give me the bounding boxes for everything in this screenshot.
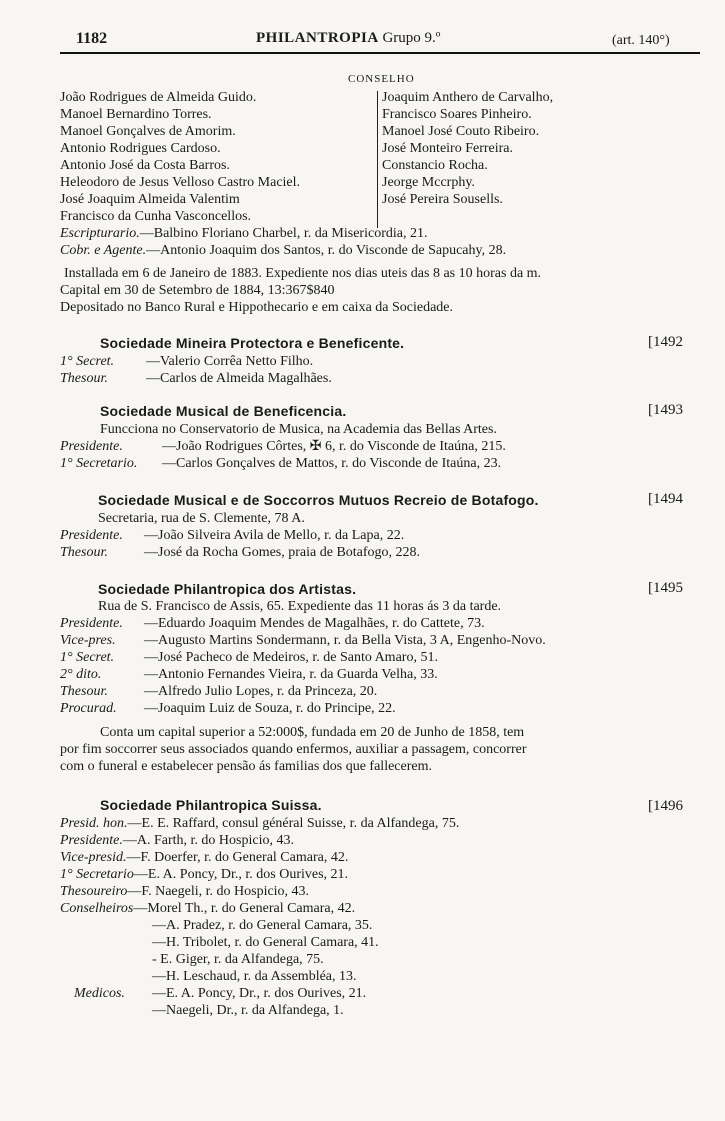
section-number: [1496: [648, 798, 683, 814]
officer-role: Thesour.: [60, 545, 108, 560]
conselho-left-member: João Rodrigues de Almeida Guido.: [60, 90, 257, 105]
officer-text: —Carlos de Almeida Magalhães.: [146, 371, 332, 386]
conselho-note: Installada em 6 de Janeiro de 1883. Expediente nos dias uteis das 8 as 10 horas da m.: [64, 266, 542, 281]
officer-text: —José Pacheco de Medeiros, r. de Santo Amaro, 51.: [144, 650, 438, 665]
medicos-row: [74, 985, 366, 1002]
conselho-right-member: José Monteiro Ferreira.: [382, 141, 514, 156]
officer-role: Presid. hon.: [60, 816, 128, 831]
officer-role: Thesour.: [60, 371, 108, 386]
officer-role: 1° Secret.: [60, 354, 115, 369]
officer-text: —Antonio Fernandes Vieira, r. da Guarda Velha, 33.: [144, 667, 438, 682]
cobr-label: Cobr. e Agente.: [60, 243, 147, 258]
article-ref: (art. 140°): [612, 33, 670, 48]
running-group: Grupo 9.º: [382, 30, 441, 46]
medicos-row: —Naegeli, Dr., r. da Alfandega, 1.: [152, 1003, 344, 1018]
cobr-line: [60, 242, 506, 259]
officer-text: —Augusto Martins Sondermann, r. da Bella Vista, 3 A, Engenho-Novo.: [144, 633, 546, 648]
section-number: [1492: [648, 334, 683, 350]
officer-row: [60, 615, 485, 632]
officer-row: [60, 815, 459, 832]
section-paragraph: por fim soccorrer seus associados quando enfermos, auxiliar a passagem, concorrer: [60, 742, 527, 757]
conselho-left-member: Antonio José da Costa Barros.: [60, 158, 230, 173]
conselho-left-member: Antonio Rodrigues Cardoso.: [60, 141, 221, 156]
officer-text: —José da Rocha Gomes, praia de Botafogo, 228.: [144, 545, 421, 560]
officer-row: [60, 544, 420, 561]
conselho-right-member: Francisco Soares Pinheiro.: [382, 107, 532, 122]
conselho-left-member: Manoel Bernardino Torres.: [60, 107, 212, 122]
medicos-label: Medicos.: [74, 986, 125, 1001]
section-number: [1495: [648, 580, 683, 596]
officer-row: [60, 683, 377, 700]
officer-text: —Valerio Corrêa Netto Filho.: [146, 354, 314, 369]
officer-text: —E. A. Poncy, Dr., r. dos Ourives, 21.: [133, 867, 349, 882]
page-number: 1182: [76, 30, 108, 47]
officer-text: —Joaquim Luiz de Souza, r. do Principe, 22.: [144, 701, 396, 716]
officer-role: Presidente.: [60, 616, 123, 631]
column-separator: [377, 91, 378, 228]
officer-role: Procurad.: [60, 701, 117, 716]
officer-row: [60, 666, 438, 683]
section-intro: Rua de S. Francisco de Assis, 65. Expediente das 11 horas ás 3 da tarde.: [98, 599, 502, 614]
officer-text: —F. Naegeli, r. do Hospicio, 43.: [127, 884, 310, 899]
officer-text: —F. Doerfer, r. do General Camara, 42.: [126, 850, 349, 865]
officer-row: [60, 438, 506, 455]
conselheiro-row: —H. Leschaud, r. da Assembléa, 13.: [152, 969, 357, 984]
officer-row: [60, 455, 501, 472]
officer-role: Vice-pres.: [60, 633, 116, 648]
section-title: Sociedade Musical e de Soccorros Mutuos Recreio de Botafogo.: [98, 492, 539, 508]
conselho-left-member: José Joaquim Almeida Valentim: [60, 192, 240, 207]
officer-role: Thesour.: [60, 684, 108, 699]
conselho-left-member: Heleodoro de Jesus Velloso Castro Maciel.: [60, 175, 301, 190]
officer-row: [60, 866, 348, 883]
section-title: Sociedade Mineira Protectora e Beneficente.: [100, 335, 405, 351]
section-paragraph: com o funeral e estabelecer pensão ás familias dos que fallecerem.: [60, 759, 432, 774]
conselho-right-member: José Pereira Sousells.: [382, 192, 503, 207]
officer-role: 1° Secret.: [60, 650, 115, 665]
conselho-left-member: Francisco da Cunha Vasconcellos.: [60, 209, 252, 224]
medicos-text: —E. A. Poncy, Dr., r. dos Ourives, 21.: [152, 986, 367, 1001]
officer-row: [60, 370, 332, 387]
officer-row: [60, 883, 309, 900]
section-intro: Secretaria, rua de S. Clemente, 78 A.: [98, 511, 305, 526]
officer-text: —Carlos Gonçalves de Mattos, r. do Visconde de Itaúna, 23.: [162, 456, 502, 471]
section-number: [1493: [648, 402, 683, 418]
officer-row: [60, 900, 355, 917]
officer-text: —Morel Th., r. do General Camara, 42.: [133, 901, 356, 916]
section-intro: Funcciona no Conservatorio de Musica, na Academia das Bellas Artes.: [100, 422, 497, 437]
officer-row: [60, 700, 396, 717]
officer-role: 1° Secretario.: [60, 456, 138, 471]
conselheiro-row: —H. Tribolet, r. do General Camara, 41.: [152, 935, 379, 950]
officer-role: Conselheiros: [60, 901, 134, 916]
officer-row: [60, 353, 313, 370]
section-number: [1494: [648, 491, 683, 507]
header-rule: [60, 52, 700, 54]
running-head: [256, 30, 440, 47]
officer-role: Presidente.: [60, 528, 123, 543]
officer-role: 2° dito.: [60, 667, 102, 682]
officer-text: —A. Farth, r. do Hospicio, 43.: [122, 833, 294, 848]
escripturario-label: Escripturario.: [60, 226, 140, 241]
officer-role: Vice-presid.: [60, 850, 127, 865]
officer-row: [60, 527, 404, 544]
officer-role: Presidente.: [60, 833, 123, 848]
conselho-right-member: Joaquim Anthero de Carvalho,: [382, 90, 554, 105]
escripturario-line: [60, 225, 427, 242]
officer-row: [60, 832, 294, 849]
officer-row: [60, 632, 546, 649]
conselho-left-member: Manoel Gonçalves de Amorim.: [60, 124, 236, 139]
officer-row: [60, 849, 348, 866]
officer-text: —Eduardo Joaquim Mendes de Magalhães, r. do Cattete, 73.: [144, 616, 485, 631]
cobr-text: —Antonio Joaquim dos Santos, r. do Visconde de Sapucahy, 28.: [146, 243, 507, 258]
conselho-right-member: Manoel José Couto Ribeiro.: [382, 124, 540, 139]
running-title: PHILANTROPIA: [256, 30, 379, 46]
conselho-note: Capital em 30 de Setembro de 1884, 13:367$840: [60, 283, 335, 298]
escripturario-text: —Balbino Floriano Charbel, r. da Misericordia, 21.: [139, 226, 428, 241]
conselho-right-member: Jeorge Mccrphy.: [382, 175, 475, 190]
section-title: Sociedade Philantropica Suissa.: [100, 797, 322, 813]
officer-role: Thesoureiro: [60, 884, 128, 899]
conselho-note: Depositado no Banco Rural e Hippothecario e em caixa da Sociedade.: [60, 300, 454, 315]
officer-row: [60, 649, 438, 666]
conselheiro-row: - E. Giger, r. da Alfandega, 75.: [152, 952, 324, 967]
officer-role: 1° Secretario: [60, 867, 134, 882]
officer-text: —E. E. Raffard, consul général Suisse, r. da Alfandega, 75.: [127, 816, 460, 831]
officer-text: —João Rodrigues Côrtes, ✠ 6, r. do Visconde de Itaúna, 215.: [162, 439, 506, 454]
section-title: Sociedade Musical de Beneficencia.: [100, 403, 347, 419]
officer-role: Presidente.: [60, 439, 123, 454]
officer-text: —Alfredo Julio Lopes, r. da Princeza, 20.: [144, 684, 378, 699]
section-title: Sociedade Philantropica dos Artistas.: [98, 581, 357, 597]
conselho-right-member: Constancio Rocha.: [382, 158, 488, 173]
section-paragraph: Conta um capital superior a 52:000$, fundada em 20 de Junho de 1858, tem: [100, 725, 525, 740]
conselheiro-row: —A. Pradez, r. do General Camara, 35.: [152, 918, 373, 933]
conselho-heading: CONSELHO: [348, 73, 415, 85]
officer-text: —João Silveira Avila de Mello, r. da Lapa, 22.: [144, 528, 405, 543]
